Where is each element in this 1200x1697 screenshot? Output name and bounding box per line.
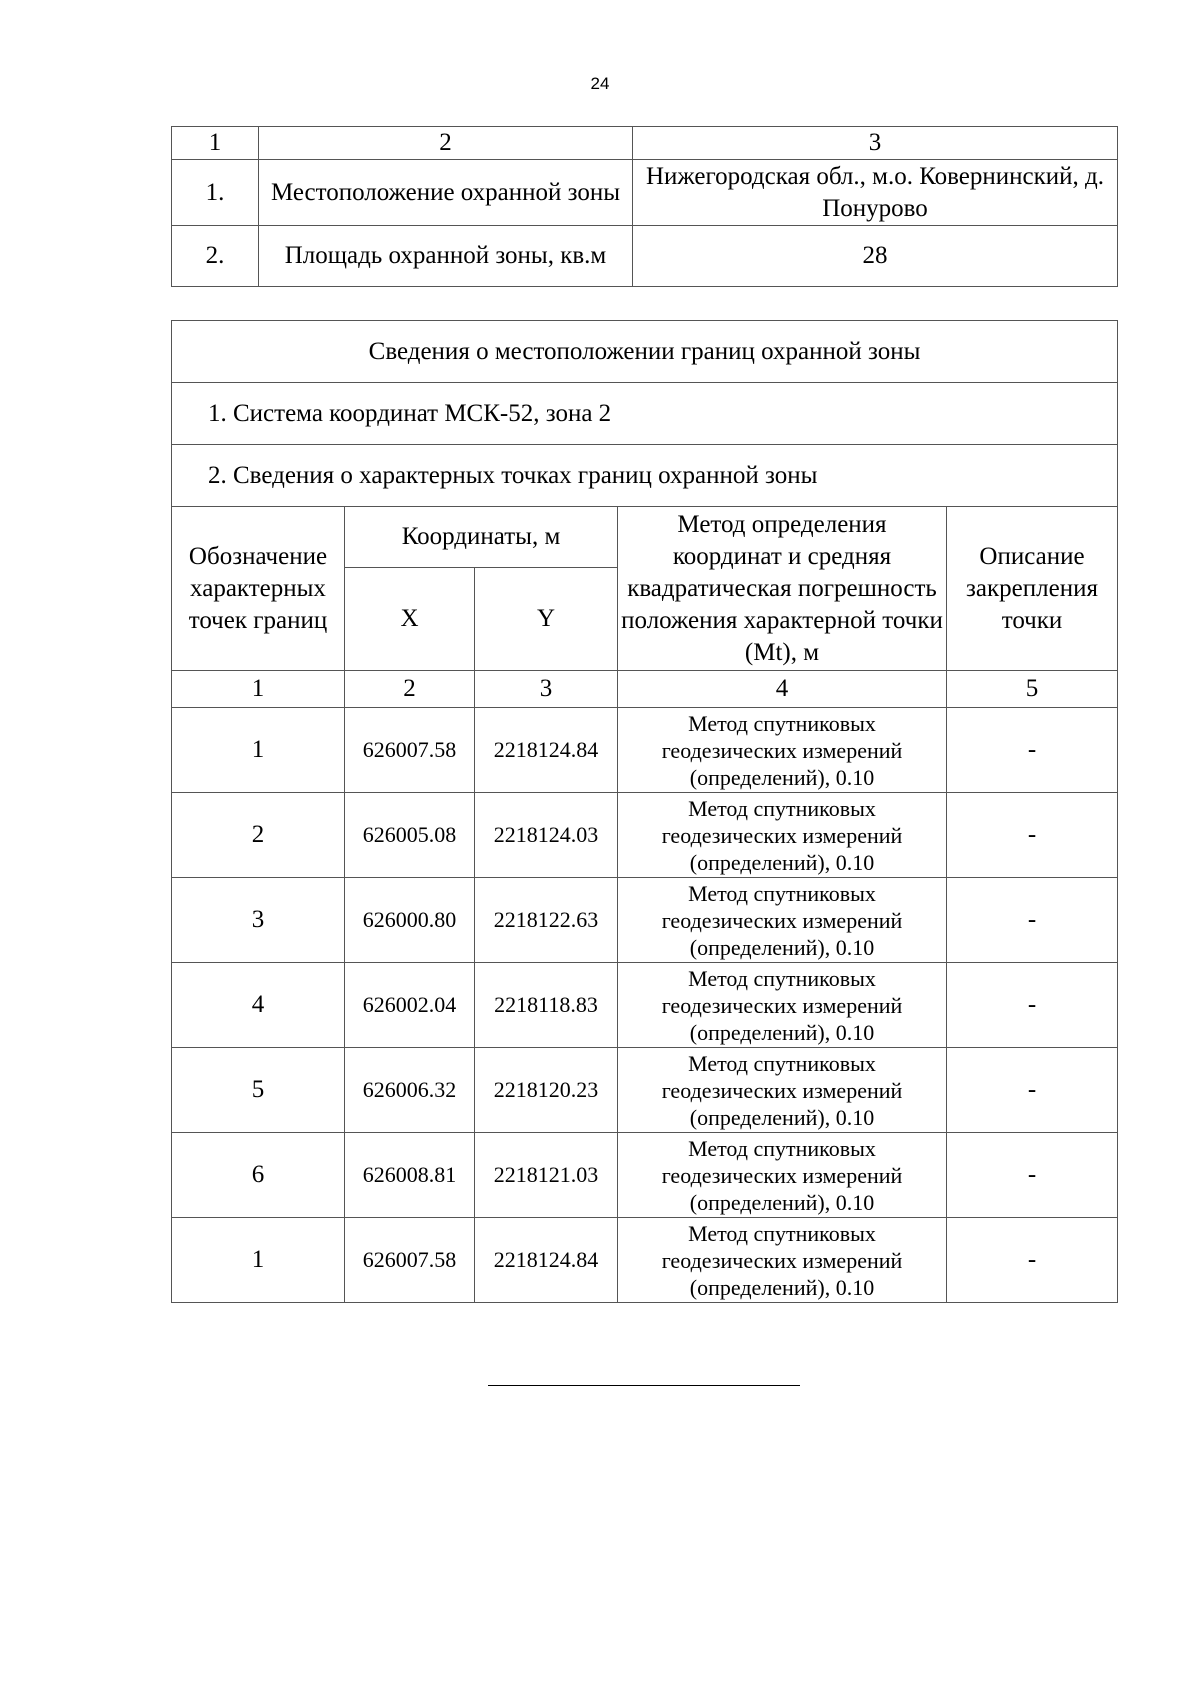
coord-x: 626005.08 [345, 793, 475, 878]
column-numbers-row [172, 671, 1118, 708]
table-row [172, 793, 1118, 878]
column-header-y: Y [475, 568, 618, 671]
column-header-x: X [345, 568, 475, 671]
desc-cell: - [947, 793, 1118, 878]
column-number: 1 [172, 671, 345, 708]
desc-cell: - [947, 1048, 1118, 1133]
column-number: 2 [259, 127, 633, 160]
points-section-title: 2. Сведения о характерных точках границ охранной зоны [172, 445, 1118, 507]
coord-y: 2218124.84 [475, 708, 618, 793]
coord-x: 626002.04 [345, 963, 475, 1048]
points-body [172, 708, 1118, 1303]
point-id: 1 [172, 708, 345, 793]
coord-x: 626008.81 [345, 1133, 475, 1218]
table-row [172, 963, 1118, 1048]
column-number: 5 [947, 671, 1118, 708]
zone-info-table [171, 126, 1118, 287]
point-id: 6 [172, 1133, 345, 1218]
point-id: 5 [172, 1048, 345, 1133]
point-id: 1 [172, 1218, 345, 1303]
table-header-row [172, 507, 1118, 568]
table-row [172, 878, 1118, 963]
section-row [172, 383, 1118, 445]
coord-x: 626000.80 [345, 878, 475, 963]
column-header-desc: Описание закрепления точки [947, 507, 1118, 671]
coord-y: 2218118.83 [475, 963, 618, 1048]
desc-cell: - [947, 963, 1118, 1048]
row-number: 2. [172, 226, 259, 287]
table-header-row [172, 127, 1118, 160]
column-header-coords: Координаты, м [345, 507, 618, 568]
coord-y: 2218122.63 [475, 878, 618, 963]
desc-cell: - [947, 1133, 1118, 1218]
column-number: 1 [172, 127, 259, 160]
method-cell: Метод спутниковых геодезических измерений (определений), 0.10 [618, 1133, 947, 1218]
coord-x: 626007.58 [345, 1218, 475, 1303]
table-title-row [172, 321, 1118, 383]
point-id: 4 [172, 963, 345, 1048]
method-cell: Метод спутниковых геодезических измерений (определений), 0.10 [618, 878, 947, 963]
row-value: 28 [633, 226, 1118, 287]
coord-y: 2218124.03 [475, 793, 618, 878]
coord-y: 2218121.03 [475, 1133, 618, 1218]
column-header-point: Обозначение характерных точек границ [172, 507, 345, 671]
boundary-points-table [171, 320, 1118, 1303]
coord-x: 626006.32 [345, 1048, 475, 1133]
row-number: 1. [172, 160, 259, 226]
coord-x: 626007.58 [345, 708, 475, 793]
table-title: Сведения о местоположении границ охранной зоны [172, 321, 1118, 383]
table-row [172, 160, 1118, 226]
coord-y: 2218120.23 [475, 1048, 618, 1133]
closing-rule [488, 1385, 800, 1386]
method-cell: Метод спутниковых геодезических измерений (определений), 0.10 [618, 708, 947, 793]
method-cell: Метод спутниковых геодезических измерений (определений), 0.10 [618, 1218, 947, 1303]
column-number: 3 [633, 127, 1118, 160]
table-row [172, 1048, 1118, 1133]
method-cell: Метод спутниковых геодезических измерений (определений), 0.10 [618, 1048, 947, 1133]
column-number: 2 [345, 671, 475, 708]
row-value: Нижегородская обл., м.о. Ковернинский, д. Понурово [633, 160, 1118, 226]
method-cell: Метод спутниковых геодезических измерений (определений), 0.10 [618, 963, 947, 1048]
column-header-method: Метод определения координат и средняя квадратическая погрешность положения характерной точки (Mt), м [618, 507, 947, 671]
column-number: 4 [618, 671, 947, 708]
table-row [172, 1218, 1118, 1303]
column-number: 3 [475, 671, 618, 708]
section-row [172, 445, 1118, 507]
desc-cell: - [947, 878, 1118, 963]
desc-cell: - [947, 1218, 1118, 1303]
desc-cell: - [947, 708, 1118, 793]
coord-y: 2218124.84 [475, 1218, 618, 1303]
table-row [172, 226, 1118, 287]
row-label: Площадь охранной зоны, кв.м [259, 226, 633, 287]
table-row [172, 1133, 1118, 1218]
point-id: 3 [172, 878, 345, 963]
row-label: Местоположение охранной зоны [259, 160, 633, 226]
method-cell: Метод спутниковых геодезических измерений (определений), 0.10 [618, 793, 947, 878]
point-id: 2 [172, 793, 345, 878]
coordinate-system: 1. Система координат МСК-52, зона 2 [172, 383, 1118, 445]
table-row [172, 708, 1118, 793]
page-number: 24 [590, 74, 610, 93]
